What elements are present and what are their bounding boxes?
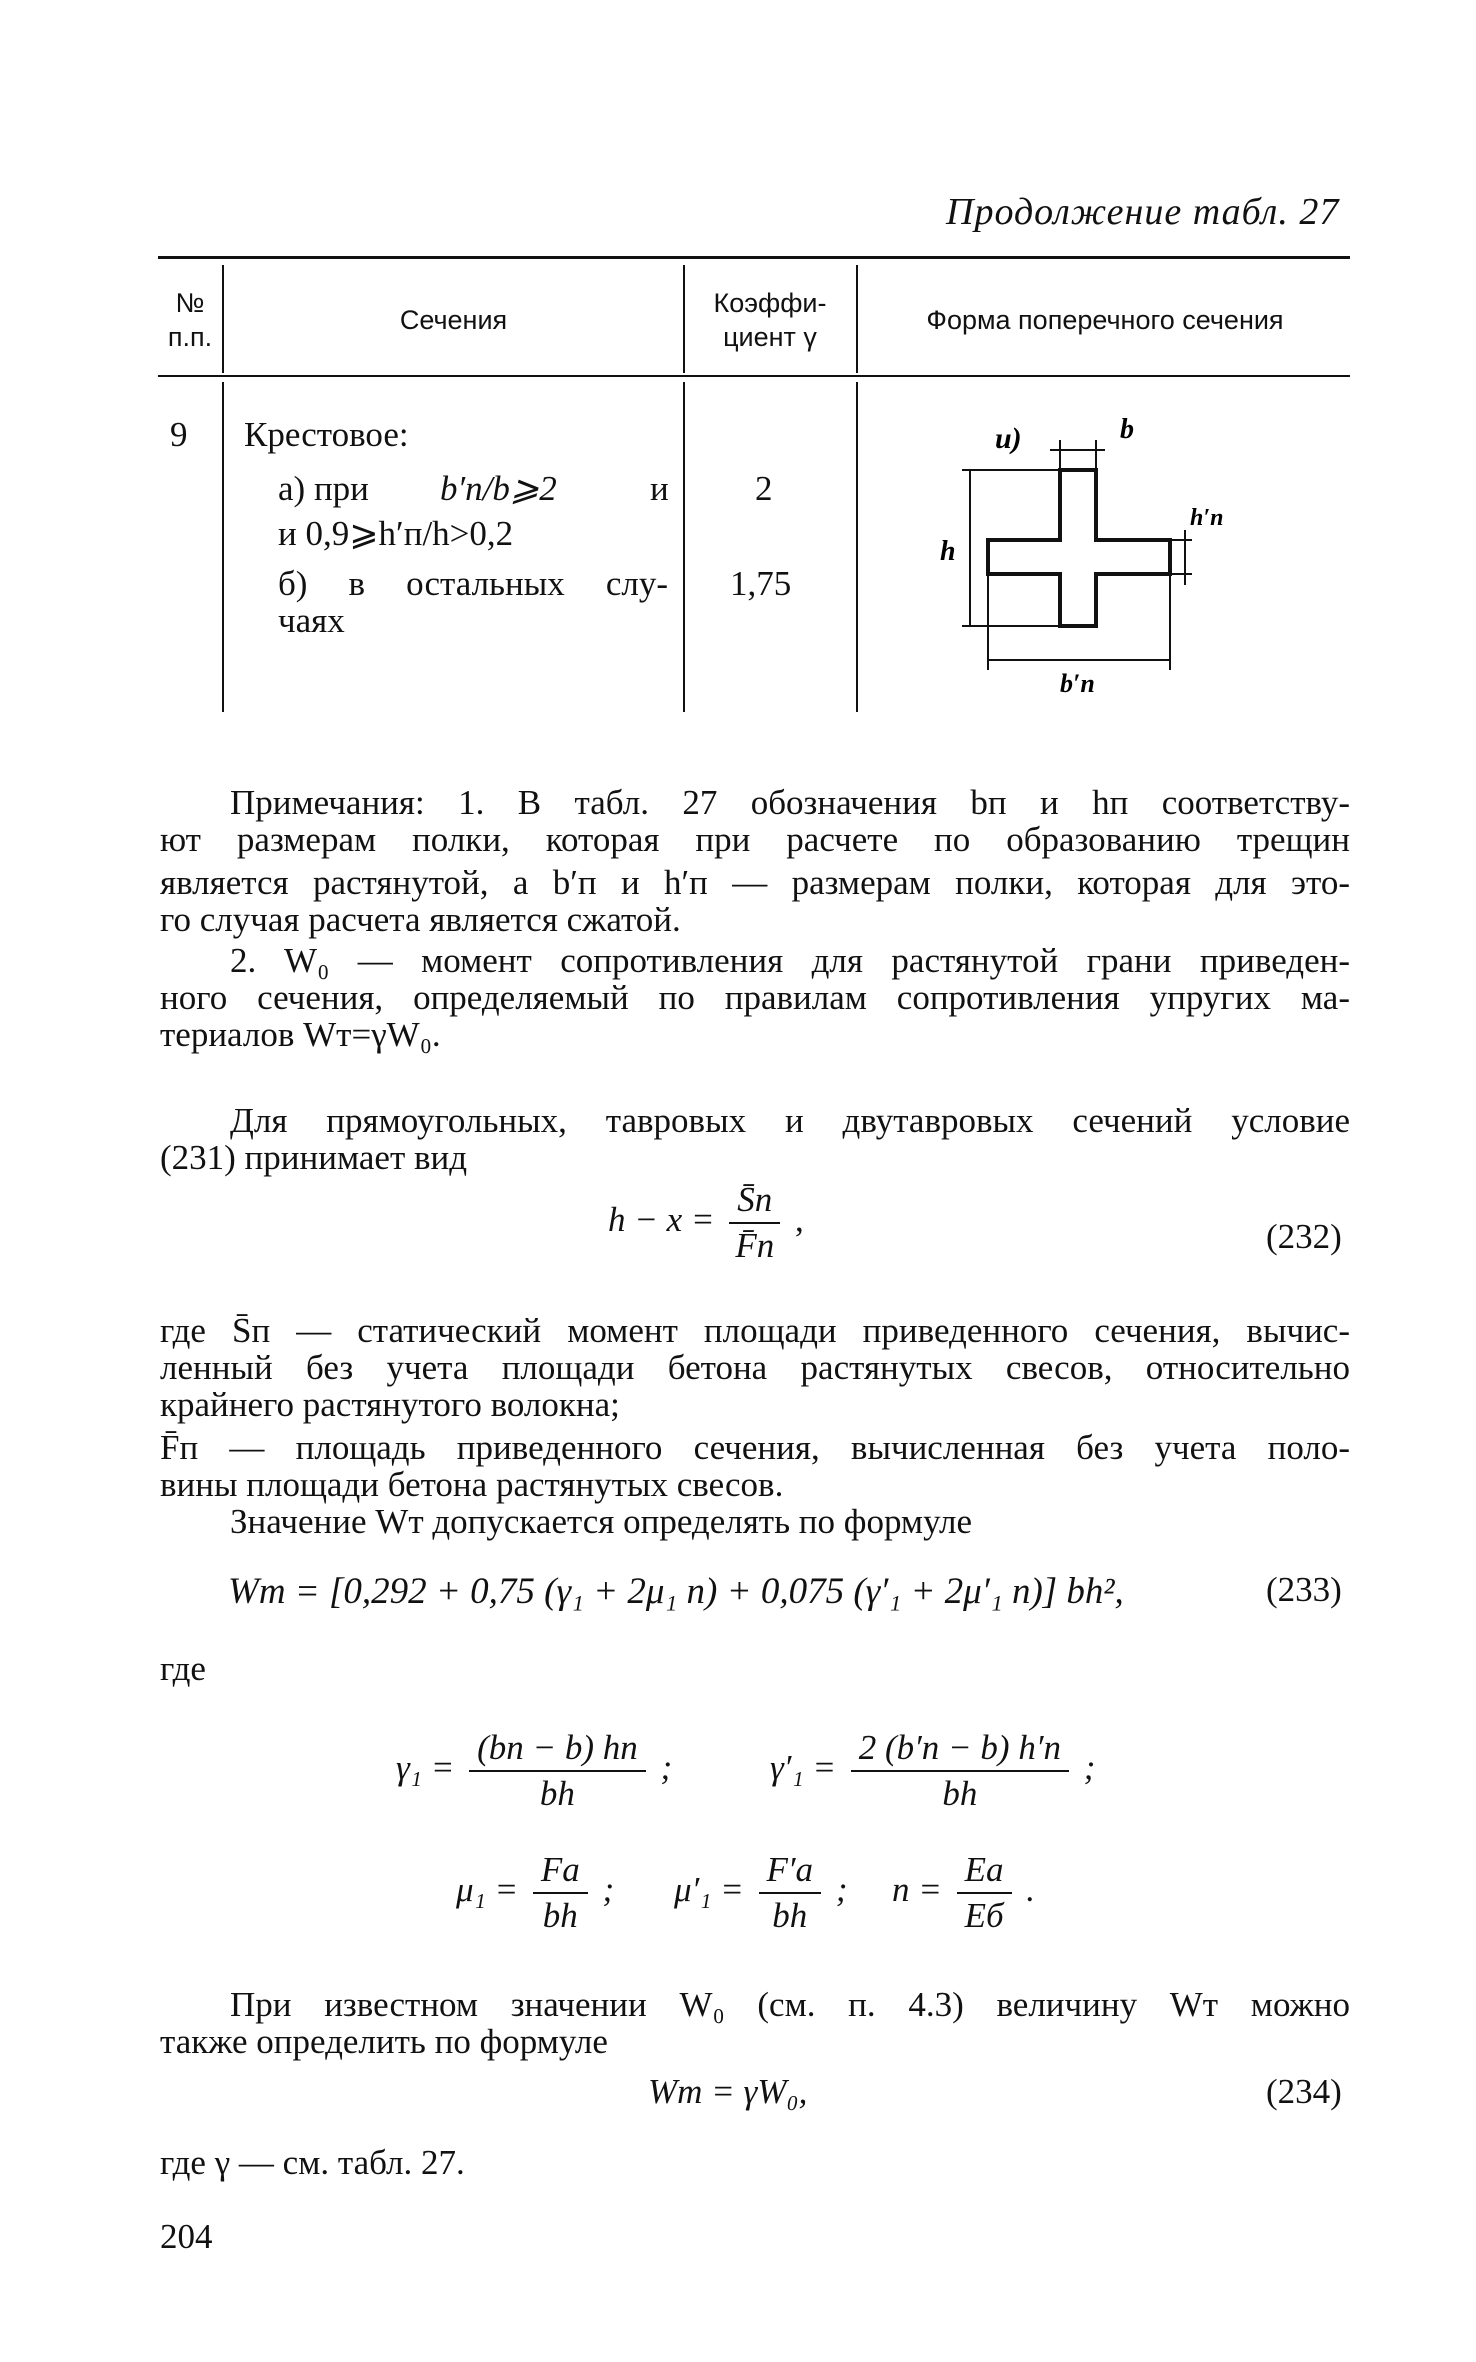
row-b-line2: чаях: [278, 601, 345, 640]
fig-label-bn: b′п: [1060, 669, 1095, 698]
header-num: № п.п.: [167, 288, 213, 352]
row-a-cond: b′п/b⩾2: [440, 469, 557, 508]
note1-line1: Примечания: 1. В табл. 27 обозначения bп и hп соответству-: [230, 783, 1350, 822]
gamma-1-prime-def: γ′₁ = $\frac{2 (b'п - b) h'п}{bh}$ ;: [770, 1728, 1096, 1813]
header-shape: Форма поперечного сечения: [926, 305, 1284, 335]
header-section: Сечения: [399, 305, 508, 335]
notes: [160, 784, 1350, 1053]
col-divider-3b: [856, 382, 858, 712]
row-a-line2: и 0,9⩾h′п/h>0,2: [278, 514, 514, 553]
n-def: n = $\frac{Eа}{Eб}$ .: [892, 1850, 1036, 1935]
note1-line4: го случая расчета является сжатой.: [160, 900, 681, 939]
row-a-pre: а) при: [278, 469, 369, 508]
coef-a: 2: [755, 469, 773, 508]
row-a-post: и: [650, 469, 669, 508]
coef-b: 1,75: [730, 564, 792, 603]
header-coef: Коэффи- циент γ: [713, 288, 827, 352]
note2-line3: териалов Wт=γW₀.: [160, 1015, 441, 1054]
col-divider-1: [222, 265, 224, 373]
col-divider-2: [683, 265, 685, 373]
paragraph-6: где γ — см. табл. 27.: [160, 2143, 465, 2182]
eqnum-234: (234): [1266, 2072, 1342, 2111]
paragraph-5: При известном значении W₀ (см. п. 4.3) величину Wт можно также определить по формуле: [160, 1985, 1350, 2061]
col-divider-2b: [683, 382, 685, 712]
row-title: Крестовое:: [244, 415, 409, 454]
eqnum-233: (233): [1266, 1570, 1342, 1609]
note2-line2: ного сечения, определяемый по правилам сопротивления упругих ма-: [160, 978, 1350, 1017]
equation-232: h − x = $\frac{S̄п}{F̄п}$ ,: [608, 1180, 804, 1265]
row-b-line1: б) в остальных слу-: [278, 564, 668, 603]
fig-label-h: h: [940, 536, 956, 567]
paragraph-1: Для прямоугольных, тавровых и двутавровых сечений условие (231) принимает вид: [160, 1101, 1350, 1177]
cross-outline: [988, 470, 1170, 626]
note1-line2: ют размерам полки, которая при расчете по образованию трещин: [160, 820, 1350, 859]
table-top-rule: [158, 256, 1350, 259]
gamma-1-def: γ₁ = $\frac{(bп - b) hп}{bh}$ ;: [396, 1728, 673, 1813]
mu-1-prime-def: μ′₁ = $\frac{F'а}{bh}$ ;: [674, 1850, 848, 1935]
eqnum-232: (232): [1266, 1217, 1342, 1256]
cross-section-figure: [940, 410, 1224, 700]
fig-label-hn: h′п: [1190, 505, 1224, 531]
equation-234: Wт = γW₀,: [648, 2072, 808, 2111]
where-label: где: [160, 1649, 206, 1688]
note2-line1: 2. W₀ — момент сопротивления для растянутой грани приведен-: [230, 941, 1350, 980]
table-caption: Продолжение табл. 27: [946, 191, 1340, 233]
col-divider-3: [856, 265, 858, 373]
fig-label-u: u): [995, 422, 1022, 455]
paragraph-2: где S̄п — статический момент площади приведенного сечения, вычис- ленный без учета площади бетона растянутых свесов, относительно крайнего растянутого волокна; F̄п — площадь приведенного сечения, вычисленная без учета поло- вины площади бетона растянутых свесов. Значение Wт допускается определять по формуле: [160, 1311, 1350, 1541]
note1-line3: является растянутой, а b′п и h′п — размерам полки, которая для это-: [160, 863, 1350, 902]
equation-233: Wт = [0,292 + 0,75 (γ₁ + 2μ₁ n) + 0,075 (γ′₁ + 2μ′₁ n)] bh²,: [228, 1571, 1124, 1612]
row-num: 9: [170, 415, 188, 454]
page-number: 204: [160, 2217, 213, 2256]
table-header-rule: [158, 375, 1350, 377]
fig-label-b: b: [1120, 414, 1134, 445]
mu-1-def: μ₁ = $\frac{Fа}{bh}$ ;: [456, 1850, 615, 1935]
col-divider-1b: [222, 382, 224, 712]
